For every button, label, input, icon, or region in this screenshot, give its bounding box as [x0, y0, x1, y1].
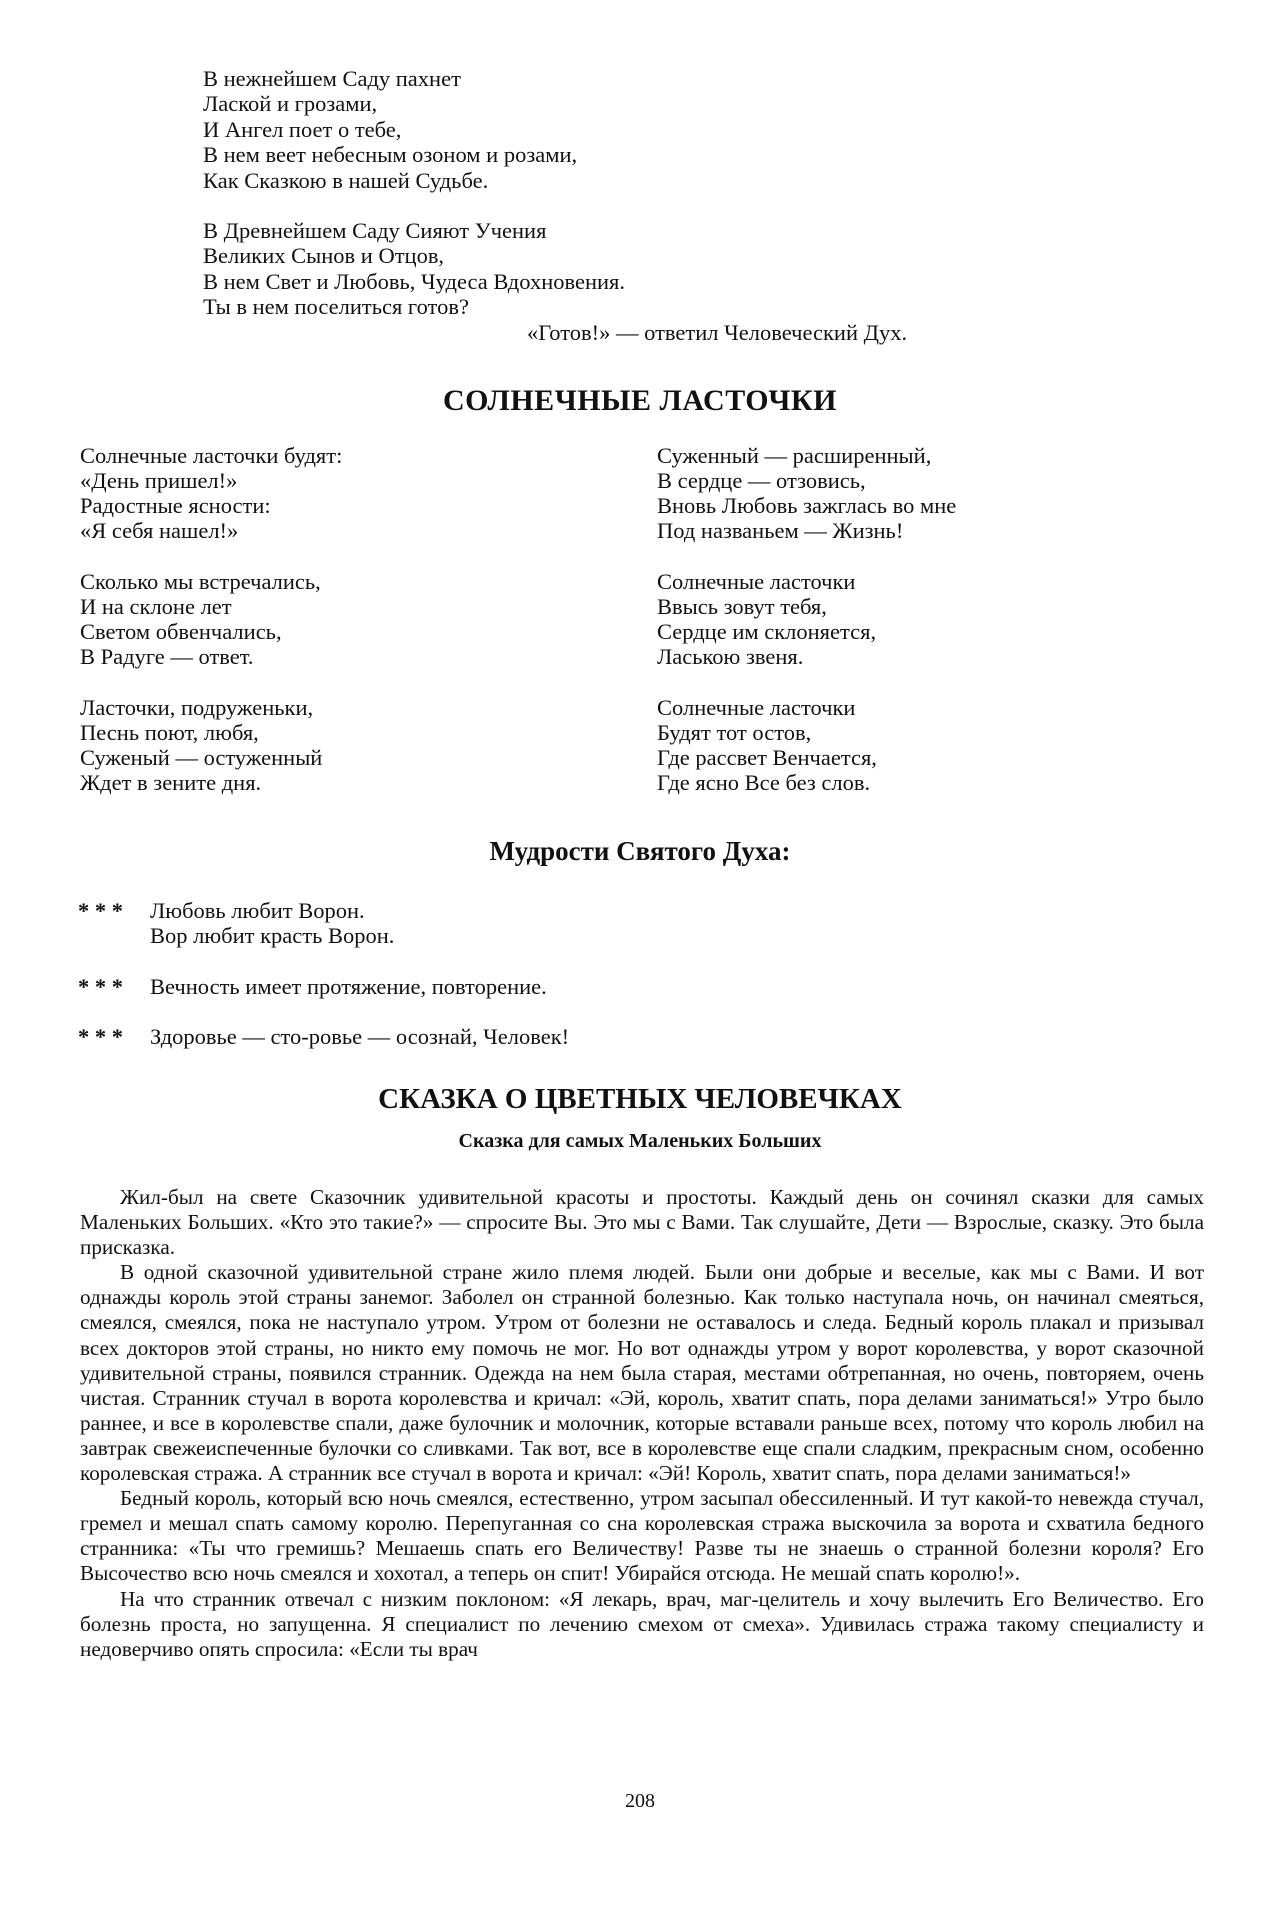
poem-line: В нежнейшем Саду пахнет [203, 66, 461, 91]
poem-line: Лаской и грозами, [203, 91, 378, 117]
swallows-left-stanza-2 [80, 569, 321, 669]
tale-title: СКАЗКА О ЦВЕТНЫХ ЧЕЛОВЕЧКАХ [378, 1083, 902, 1115]
poem-line: Под названьем — Жизнь! [657, 518, 904, 543]
asterisks: * * * [78, 1024, 123, 1049]
poem-line: Ждет в зените дня. [80, 770, 262, 795]
poem-line: В Древнейшем Саду Сияют Учения [203, 218, 547, 243]
poem-line: Ты в нем поселиться готов? [203, 294, 469, 320]
poem-line: Вновь Любовь зажглась во мне [657, 493, 957, 518]
wisdom-line [78, 1024, 569, 1049]
poem-line: Песнь поют, любя, [80, 720, 259, 745]
paragraph: Жил-был на свете Сказочник удивительной красоты и простоты. Каждый день он сочинял сказки для самых Маленьких Больших. «Кто это такие?» — спросите Вы. Это мы с Вами. Так слушайте, Дети — Взрослые, сказку. Это была присказка. [80, 1185, 1204, 1260]
tale-subtitle: Сказка для самых Маленьких Больших [458, 1130, 822, 1152]
tale-body [80, 1185, 1204, 1662]
poem-line: Как Сказкою в нашей Судьбе. [203, 167, 489, 193]
swallows-left-stanza-1 [80, 443, 342, 543]
wisdom-item-3 [78, 1024, 569, 1049]
poem-line: И на склоне лет [80, 594, 232, 619]
garden-answer: «Готов!» — ответил Человеческий Дух. [527, 320, 908, 345]
wisdom-title: Мудрости Святого Духа: [489, 836, 791, 866]
poem-line: И Ангел поет о тебе, [203, 116, 402, 142]
page-number: 208 [625, 1790, 655, 1812]
poem-line: Радостные ясности: [80, 493, 271, 518]
poem-line: Солнечные ласточки [657, 695, 856, 720]
asterisks: * * * [78, 898, 123, 923]
swallows-right-stanza-1 [657, 443, 956, 543]
poem-line: Сколько мы встречались, [80, 569, 321, 594]
wisdom-text: Вечность имеет протяжение, повторение. [150, 974, 547, 999]
poem-line: «День пришел!» [80, 468, 238, 493]
wisdom-text: Вор любит красть Ворон. [150, 923, 395, 948]
poem-line: Будят тот остов, [657, 720, 812, 745]
poem-line: Великих Сынов и Отцов, [203, 243, 445, 269]
paragraph: Бедный король, который всю ночь смеялся, естественно, утром засыпал обессиленный. И тут какой-то невежда стучал, гремел и мешал спать самому королю. Перепуганная со сна королевская стража выскочила за ворота и схватила бедного странника: «Ты что гремишь? Мешаешь спать его Величеству! Разве ты не знаешь о странной болезни короля? Его Высочество всю ночь смеялся и хохотал, а теперь он спит! Убирайся отсюда. Не мешай спать королю!». [80, 1486, 1204, 1586]
poem-line: Солнечные ласточки [657, 569, 856, 594]
poem-line: В сердце — отзовись, [657, 468, 866, 493]
poem-line: Суженый — остуженный [80, 745, 323, 770]
poem-line: В нем Свет и Любовь, Чудеса Вдохновения. [203, 268, 626, 294]
poem-line: Где ясно Все без слов. [657, 770, 871, 795]
swallows-title: СОЛНЕЧНЫЕ ЛАСТОЧКИ [442, 384, 838, 417]
poem-line: Сердце им склоняется, [657, 619, 877, 644]
wisdom-text: Любовь любит Ворон. [150, 898, 365, 923]
poem-line: В Радуге — ответ. [80, 644, 254, 669]
swallows-right-stanza-3 [657, 695, 877, 795]
garden-stanza-1 [203, 66, 577, 193]
poem-line: Ввысь зовут тебя, [657, 594, 827, 619]
poem-line: Суженный — расширенный, [657, 443, 932, 468]
wisdom-line [78, 898, 394, 923]
poem-line: Ласточки, подруженьки, [80, 695, 314, 720]
poem-line: «Я себя нашел!» [80, 518, 239, 543]
poem-line: Лаською звеня. [657, 644, 804, 669]
poem-line: Где рассвет Венчается, [657, 745, 877, 770]
wisdom-line [78, 974, 547, 999]
wisdom-item-1 [78, 898, 394, 948]
wisdom-text: Здоровье — сто-ровье — осознай, Человек! [150, 1024, 570, 1049]
poem-line: Солнечные ласточки будят: [80, 443, 343, 468]
paragraph: В одной сказочной удивительной стране жило племя людей. Были они добрые и веселые, как мы с Вами. И вот однажды король этой страны занемог. Заболел он странной болезнью. Как только наступала ночь, он начинал смеяться, смеялся, смеялся, пока не наступало утром. Утром от болезни не оставалось и следа. Бедный король плакал и призывал всех докторов этой страны, но никто ему помочь не мог. Но вот однажды утром у ворот королевства, у ворот сказочной удивительной страны, появился странник. Одежда на нем была старая, местами обтрепанная, но очень, повторяем, очень чистая. Странник стучал в ворота королевства и кричал: «Эй, король, хватит спать, пора делами заниматься!» Утро было раннее, и все в королевстве спали, даже булочник и молочник, которые вставали раньше всех, потому что король любил на завтрак свежеиспеченные булочки со сливками. Так вот, все в королевстве еще спали сладким, прекрасным сном, особенно королевская стража. А странник все стучал в ворота и кричал: «Эй! Король, хватит спать, пора делами заниматься!» [80, 1260, 1204, 1486]
swallows-left-stanza-3 [80, 695, 322, 795]
swallows-right-stanza-2 [657, 569, 876, 669]
garden-stanza-2 [203, 218, 625, 320]
wisdom-item-2 [78, 974, 547, 999]
asterisks: * * * [78, 974, 123, 999]
poem-line: Светом обвенчались, [80, 619, 282, 644]
paragraph: На что странник отвечал с низким поклоном: «Я лекарь, врач, маг-целитель и хочу вылечить Его Величество. Его болезнь проста, но запущенна. Я специалист по лечению смехом от смеха». Удивилась стража такому специалисту и недоверчиво опять спросила: «Если ты врач [80, 1586, 1204, 1661]
poem-line: В нем веет небесным озоном и розами, [203, 142, 578, 168]
